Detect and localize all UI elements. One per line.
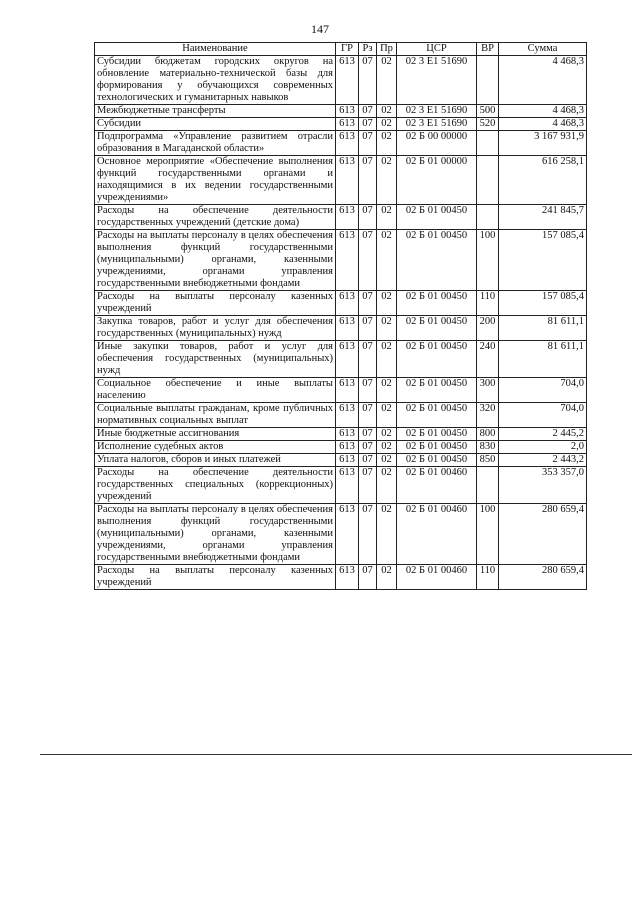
cell-csr: 02 Б 01 00450 (397, 316, 477, 341)
table-row (95, 230, 587, 291)
cell-vr: 240 (477, 341, 499, 378)
cell-rz: 07 (359, 565, 377, 590)
table-row (95, 403, 587, 428)
table-row (95, 205, 587, 230)
cell-sum: 280 659,4 (499, 565, 587, 590)
cell-csr: 02 3 E1 51690 (397, 56, 477, 105)
cell-gr: 613 (336, 56, 359, 105)
cell-name: Расходы на обеспечение деятельности государственных учреждений (детские дома) (95, 205, 336, 230)
cell-csr: 02 Б 01 00450 (397, 291, 477, 316)
cell-rz: 07 (359, 291, 377, 316)
cell-rz: 07 (359, 341, 377, 378)
cell-pr: 02 (377, 341, 397, 378)
cell-vr: 800 (477, 428, 499, 441)
cell-gr: 613 (336, 565, 359, 590)
cell-pr: 02 (377, 56, 397, 105)
cell-pr: 02 (377, 105, 397, 118)
cell-name: Расходы на выплаты персоналу в целях обеспечения выполнения функций государственными (муниципальными) органами, казенными учреждениями, органами управления государственными внебюджетными фондами (95, 230, 336, 291)
table-row (95, 467, 587, 504)
table-row (95, 565, 587, 590)
cell-pr: 02 (377, 118, 397, 131)
cell-name: Субсидии (95, 118, 336, 131)
cell-name: Расходы на выплаты персоналу казенных учреждений (95, 291, 336, 316)
cell-gr: 613 (336, 428, 359, 441)
table-row (95, 291, 587, 316)
cell-name: Расходы на выплаты персоналу в целях обеспечения выполнения функций государственными (муниципальными) органами, казенными учреждениями, органами управления государственными внебюджетными фондами (95, 504, 336, 565)
cell-name: Расходы на обеспечение деятельности государственных специальных (коррекционных) учреждений (95, 467, 336, 504)
header-vr: ВР (477, 43, 499, 56)
cell-sum: 4 468,3 (499, 118, 587, 131)
table-row (95, 118, 587, 131)
cell-gr: 613 (336, 316, 359, 341)
cell-rz: 07 (359, 118, 377, 131)
cell-gr: 613 (336, 403, 359, 428)
cell-name: Подпрограмма «Управление развитием отрасли образования в Магаданской области» (95, 131, 336, 156)
cell-rz: 07 (359, 131, 377, 156)
cell-gr: 613 (336, 378, 359, 403)
cell-csr: 02 Б 01 00460 (397, 504, 477, 565)
cell-csr: 02 Б 01 00000 (397, 156, 477, 205)
cell-csr: 02 Б 01 00450 (397, 428, 477, 441)
cell-pr: 02 (377, 131, 397, 156)
cell-csr: 02 Б 00 00000 (397, 131, 477, 156)
cell-gr: 613 (336, 205, 359, 230)
cell-vr: 110 (477, 291, 499, 316)
cell-pr: 02 (377, 316, 397, 341)
cell-rz: 07 (359, 441, 377, 454)
cell-pr: 02 (377, 454, 397, 467)
cell-pr: 02 (377, 205, 397, 230)
cell-pr: 02 (377, 565, 397, 590)
cell-csr: 02 Б 01 00450 (397, 205, 477, 230)
cell-gr: 613 (336, 454, 359, 467)
table-row (95, 131, 587, 156)
header-name: Наименование (95, 43, 336, 56)
bottom-rule (40, 754, 632, 755)
table-body (95, 56, 587, 590)
cell-vr: 520 (477, 118, 499, 131)
cell-gr: 613 (336, 131, 359, 156)
cell-pr: 02 (377, 230, 397, 291)
cell-sum: 2 443,2 (499, 454, 587, 467)
cell-csr: 02 Б 01 00450 (397, 454, 477, 467)
cell-csr: 02 3 E1 51690 (397, 105, 477, 118)
cell-vr (477, 131, 499, 156)
cell-name: Расходы на выплаты персоналу казенных учреждений (95, 565, 336, 590)
cell-rz: 07 (359, 105, 377, 118)
cell-name: Исполнение судебных актов (95, 441, 336, 454)
cell-gr: 613 (336, 118, 359, 131)
cell-sum: 704,0 (499, 378, 587, 403)
cell-vr: 320 (477, 403, 499, 428)
header-sum: Сумма (499, 43, 587, 56)
table-row (95, 56, 587, 105)
cell-vr: 500 (477, 105, 499, 118)
cell-vr (477, 56, 499, 105)
cell-rz: 07 (359, 504, 377, 565)
cell-rz: 07 (359, 454, 377, 467)
cell-vr: 100 (477, 504, 499, 565)
cell-gr: 613 (336, 291, 359, 316)
header-pr: Пр (377, 43, 397, 56)
table-row (95, 454, 587, 467)
cell-rz: 07 (359, 467, 377, 504)
cell-sum: 280 659,4 (499, 504, 587, 565)
cell-gr: 613 (336, 467, 359, 504)
cell-name: Закупка товаров, работ и услуг для обеспечения государственных (муниципальных) нужд (95, 316, 336, 341)
cell-name: Иные закупки товаров, работ и услуг для обеспечения государственных (муниципальных) нужд (95, 341, 336, 378)
cell-rz: 07 (359, 205, 377, 230)
cell-pr: 02 (377, 441, 397, 454)
cell-csr: 02 Б 01 00450 (397, 230, 477, 291)
cell-gr: 613 (336, 341, 359, 378)
cell-pr: 02 (377, 504, 397, 565)
cell-vr: 100 (477, 230, 499, 291)
cell-name: Межбюджетные трансферты (95, 105, 336, 118)
table-row (95, 378, 587, 403)
table-row (95, 504, 587, 565)
table-row (95, 316, 587, 341)
cell-vr: 200 (477, 316, 499, 341)
cell-sum: 4 468,3 (499, 56, 587, 105)
header-csr: ЦСР (397, 43, 477, 56)
cell-name: Основное мероприятие «Обеспечение выполнения функций государственными органами и находящимися в их ведении государственными учреждениями» (95, 156, 336, 205)
cell-name: Субсидии бюджетам городских округов на обновление материально-технической базы для формирования у обучающихся современных технологических и гуманитарных навыков (95, 56, 336, 105)
cell-rz: 07 (359, 230, 377, 291)
table-row (95, 341, 587, 378)
cell-rz: 07 (359, 428, 377, 441)
cell-pr: 02 (377, 156, 397, 205)
cell-vr: 300 (477, 378, 499, 403)
cell-vr: 850 (477, 454, 499, 467)
cell-csr: 02 Б 01 00450 (397, 403, 477, 428)
cell-rz: 07 (359, 378, 377, 403)
header-gr: ГР (336, 43, 359, 56)
cell-sum: 81 611,1 (499, 341, 587, 378)
cell-gr: 613 (336, 156, 359, 205)
cell-sum: 3 167 931,9 (499, 131, 587, 156)
cell-name: Иные бюджетные ассигнования (95, 428, 336, 441)
cell-vr (477, 205, 499, 230)
cell-csr: 02 Б 01 00450 (397, 441, 477, 454)
cell-vr: 830 (477, 441, 499, 454)
cell-pr: 02 (377, 291, 397, 316)
cell-name: Уплата налогов, сборов и иных платежей (95, 454, 336, 467)
cell-name: Социальное обеспечение и иные выплаты населению (95, 378, 336, 403)
cell-sum: 616 258,1 (499, 156, 587, 205)
cell-rz: 07 (359, 316, 377, 341)
cell-pr: 02 (377, 467, 397, 504)
cell-vr (477, 156, 499, 205)
cell-gr: 613 (336, 441, 359, 454)
cell-sum: 4 468,3 (499, 105, 587, 118)
cell-vr: 110 (477, 565, 499, 590)
cell-rz: 07 (359, 56, 377, 105)
cell-sum: 2 445,2 (499, 428, 587, 441)
table-row (95, 105, 587, 118)
cell-csr: 02 Б 01 00460 (397, 467, 477, 504)
cell-csr: 02 3 E1 51690 (397, 118, 477, 131)
cell-sum: 2,0 (499, 441, 587, 454)
table-row (95, 441, 587, 454)
cell-gr: 613 (336, 105, 359, 118)
cell-sum: 704,0 (499, 403, 587, 428)
budget-table (94, 42, 587, 590)
cell-pr: 02 (377, 378, 397, 403)
cell-csr: 02 Б 01 00450 (397, 378, 477, 403)
header-rz: Рз (359, 43, 377, 56)
cell-sum: 157 085,4 (499, 291, 587, 316)
cell-csr: 02 Б 01 00450 (397, 341, 477, 378)
cell-sum: 81 611,1 (499, 316, 587, 341)
table-header-row (95, 43, 587, 56)
cell-rz: 07 (359, 403, 377, 428)
cell-pr: 02 (377, 403, 397, 428)
table-row (95, 156, 587, 205)
table-row (95, 428, 587, 441)
cell-pr: 02 (377, 428, 397, 441)
cell-csr: 02 Б 01 00460 (397, 565, 477, 590)
page-number: 147 (311, 22, 329, 36)
cell-vr (477, 467, 499, 504)
cell-gr: 613 (336, 230, 359, 291)
cell-sum: 157 085,4 (499, 230, 587, 291)
cell-rz: 07 (359, 156, 377, 205)
cell-sum: 241 845,7 (499, 205, 587, 230)
cell-name: Социальные выплаты гражданам, кроме публичных нормативных социальных выплат (95, 403, 336, 428)
cell-gr: 613 (336, 504, 359, 565)
cell-sum: 353 357,0 (499, 467, 587, 504)
